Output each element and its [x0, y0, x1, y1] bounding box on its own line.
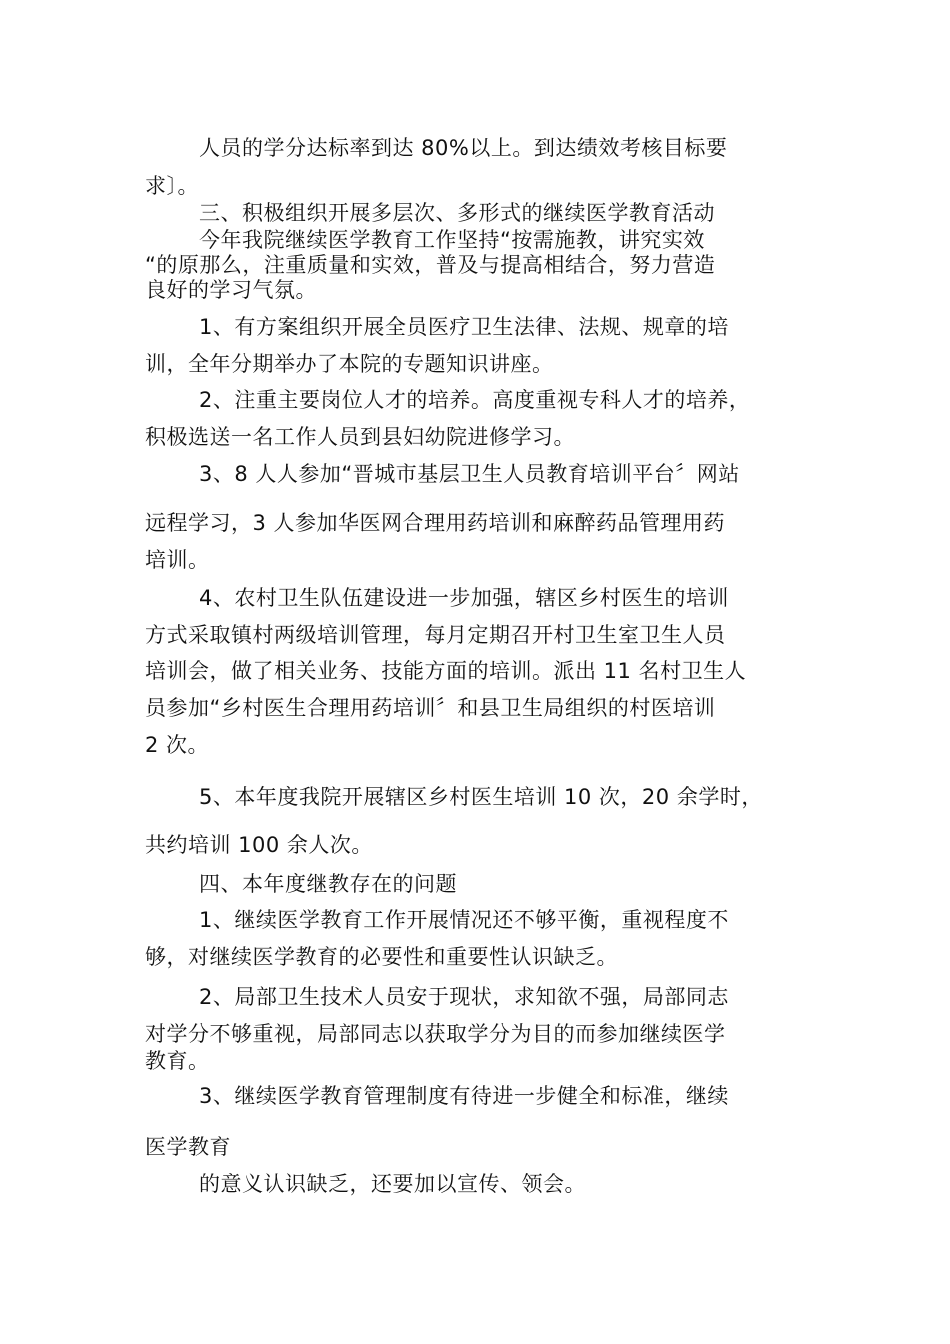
text-line: 4、农村卫生队伍建设进一步加强，辖区乡村医生的培训: [199, 586, 729, 610]
text-line: 远程学习，3 人参加华医网合理用药培训和麻醉药品管理用药: [145, 511, 726, 535]
text-line: 的意义认识缺乏，还要加以宣传、领会。: [199, 1172, 586, 1196]
text-line: 3、继续医学教育管理制度有待进一步健全和标准，继续: [199, 1084, 729, 1108]
text-line: 教育。: [145, 1049, 210, 1073]
text-line: 对学分不够重视，局部同志以获取学分为目的而参加继续医学: [145, 1022, 726, 1046]
text-line: “的原那么，注重质量和实效，普及与提高相结合，努力营造: [145, 253, 716, 277]
text-line: 方式采取镇村两级培训管理，每月定期召开村卫生室卫生人员: [145, 623, 726, 647]
text-line: 2 次。: [145, 733, 210, 757]
text-line: 3、8 人人参加“晋城市基层卫生人员教育培训平台〞网站: [199, 462, 740, 486]
section-heading: 四、本年度继教存在的问题: [199, 872, 457, 896]
text-line: 共约培训 100 余人次。: [145, 833, 373, 857]
text-line: 2、注重主要岗位人才的培养。高度重视专科人才的培养，: [199, 388, 751, 412]
text-line: 求〕。: [145, 174, 199, 198]
text-line: 1、继续医学教育工作开展情况还不够平衡，重视程度不: [199, 908, 729, 932]
text-line: 医学教育: [145, 1135, 231, 1159]
text-line: 培训。: [145, 548, 210, 572]
text-line: 积极选送一名工作人员到县妇幼院进修学习。: [145, 425, 575, 449]
text-line: 5、本年度我院开展辖区乡村医生培训 10 次，20 余学时，: [199, 785, 763, 809]
text-line: 今年我院继续医学教育工作坚持“按需施教，讲究实效: [199, 228, 705, 252]
section-heading: 三、积极组织开展多层次、多形式的继续医学教育活动: [199, 201, 715, 225]
text-line: 2、局部卫生技术人员安于现状，求知欲不强，局部同志: [199, 985, 729, 1009]
text-line: 人员的学分达标率到达 80%以上。到达绩效考核目标要: [199, 136, 728, 160]
text-line: 良好的学习气氛。: [145, 278, 317, 302]
text-line: 培训会，做了相关业务、技能方面的培训。派出 11 名村卫生人: [145, 659, 747, 683]
text-line: 够，对继续医学教育的必要性和重要性认识缺乏。: [145, 945, 618, 969]
text-line: 员参加“乡村医生合理用药培训〞和县卫生局组织的村医培训: [145, 696, 716, 720]
text-line: 1、有方案组织开展全员医疗卫生法律、法规、规章的培: [199, 315, 729, 339]
text-line: 训，全年分期举办了本院的专题知识讲座。: [145, 352, 554, 376]
